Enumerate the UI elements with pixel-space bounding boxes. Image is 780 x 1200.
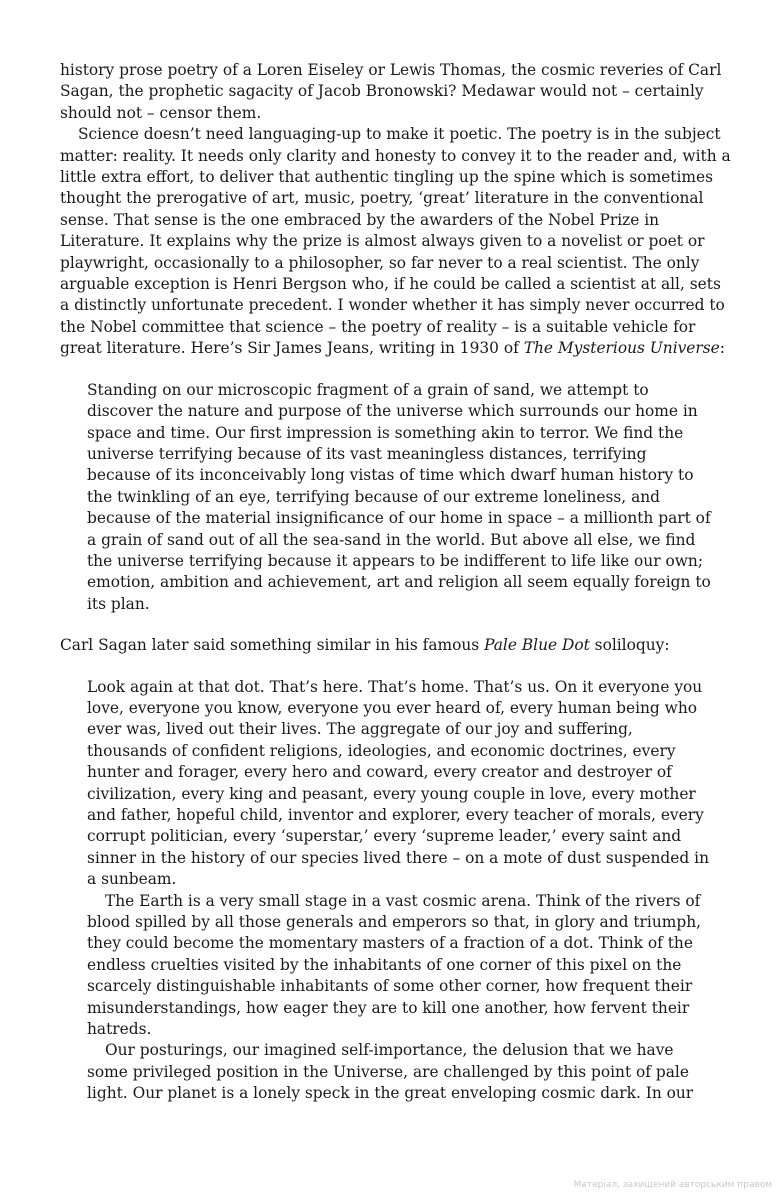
paragraph-text: soliloquy: — [589, 636, 670, 655]
paragraph-text: Carl Sagan later said something similar in his famous — [60, 636, 485, 655]
paragraph-medawar: history prose poetry of a Loren Eiseley or Lewis Thomas, the cosmic reveries of Carl Sagan, the prophetic sagacity of Jacob Bronowski? Medawar would not – certainly should not – censor them. — [60, 61, 722, 122]
copyright-watermark: Матеріал, захищений авторським правом — [573, 1180, 772, 1190]
sagan-block-quote — [87, 677, 712, 1105]
paragraph-text: Science doesn’t need languaging-up to make it poetic. The poetry is in the subject matter: reality. It needs only clarity and honesty to convey it to the reader and, with a little extra effort, to deliver that authentic tingling up the spine which is sometimes thought the prerogative of art, music, poetry, ‘great’ literature in the conventional sense. That sense is the one embraced by the awarders of the Nobel Prize in Literature. It explains why the prize is almost always given to a novelist or poet or playwright, occasionally to a philosopher, so far never to a real scientist. The only arguable exception is Henri Bergson who, if he could be called a scientist at all, sets a distinctly unfortunate precedent. I wonder whether it has simply never occurred to the Nobel committee that science – the poetry of reality – is a suitable vehicle for great literature. Here’s Sir James Jeans, writing in 1930 of — [60, 125, 731, 358]
book-title-pale-blue-dot: Pale Blue Dot — [484, 636, 590, 655]
paragraph-sagan-intro — [60, 635, 732, 656]
book-page — [60, 60, 732, 1105]
jeans-quote-text: Standing on our microscopic fragment of a grain of sand, we attempt to discover the nature and purpose of the universe which surrounds our home in space and time. Our first impression is something akin to terror. We find the universe terrifying because of its vast meaningless distances, terrifying because of its inconceivably long vistas of time which dwarf human history to the twinkling of an eye, terrifying because of our extreme loneliness, and because of the material insignificance of our home in space – a millionth part of a grain of sand out of all the sea-sand in the world. But above all else, we find the universe terrifying because it appears to be indifferent to life like our own; emotion, ambition and achievement, art and religion all seem equally foreign to its plan. — [87, 380, 711, 613]
sagan-quote-paragraph-2: The Earth is a very small stage in a vast cosmic arena. Think of the rivers of blood spilled by all those generals and emperors so that, in glory and triumph, they could become the momentary masters of a fraction of a dot. Think of the endless cruelties visited by the inhabitants of one corner of this pixel on the scarcely distinguishable inhabitants of some other corner, how frequent their misunderstandings, how eager they are to kill one another, how fervent their hatreds. — [87, 891, 701, 1039]
book-title-mysterious-universe: The Mysterious Universe — [523, 339, 720, 358]
paragraph-poetry-of-science — [60, 124, 732, 359]
paragraph-punctuation: : — [719, 339, 725, 358]
sagan-quote-paragraph-3: Our posturings, our imagined self-importance, the delusion that we have some privileged position in the Universe, are challenged by this point of pale light. Our planet is a lonely speck in the great enveloping cosmic dark. In our — [87, 1041, 694, 1103]
sagan-quote-paragraph-1: Look again at that dot. That’s here. That’s home. That’s us. On it everyone you love, everyone you know, everyone you ever heard of, every human being who ever was, lived out their lives. The aggregate of our joy and suffering, thousands of confident religions, ideologies, and economic doctrines, every hunter and forager, every hero and coward, every creator and destroyer of civilization, every king and peasant, every young couple in love, every mother and father, hopeful child, inventor and explorer, every teacher of morals, every corrupt politician, every ‘superstar,’ every ‘supreme leader,’ every saint and sinner in the history of our species lived there – on a mote of dust suspended in a sunbeam. — [87, 677, 709, 889]
jeans-block-quote — [87, 380, 712, 615]
